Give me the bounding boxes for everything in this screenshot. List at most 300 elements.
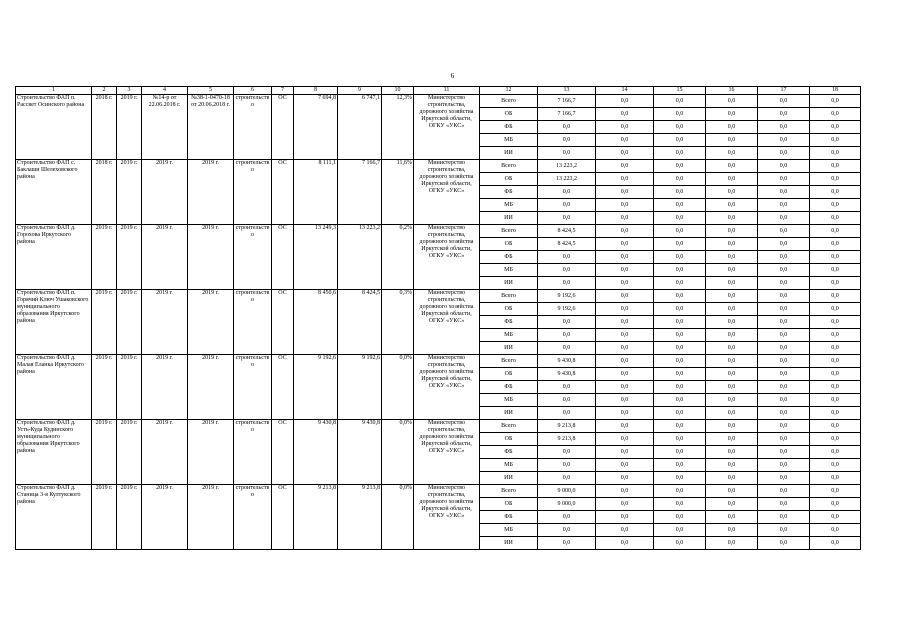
amount-cell: 0,0 — [706, 459, 758, 472]
amount-cell: 0,0 — [810, 433, 861, 446]
column-number-12: 12 — [480, 87, 538, 95]
expert-conclusion: 2019 г. — [188, 290, 234, 355]
amount-cell: 0,0 — [758, 225, 810, 238]
start-year: 2019 г. — [92, 225, 117, 290]
amount-cell: 0,0 — [810, 186, 861, 199]
estimated-cost: 8 450,6 — [294, 290, 338, 355]
design-doc: 2019 г. — [142, 420, 188, 485]
start-year: 2019 г. — [92, 420, 117, 485]
column-number-15: 15 — [654, 87, 706, 95]
amount-cell: 0,0 — [654, 368, 706, 381]
expert-conclusion: 2019 г. — [188, 225, 234, 290]
amount-cell: 0,0 — [706, 407, 758, 420]
cost-value: 9 192,6 — [338, 355, 382, 420]
amount-cell: 0,0 — [596, 381, 654, 394]
start-year: 2019 г. — [92, 290, 117, 355]
amount-cell: 0,0 — [538, 511, 596, 524]
design-doc: 2019 г. — [142, 355, 188, 420]
amount-cell: 0,0 — [538, 277, 596, 290]
project-name: Строительство ФАП д. Горохова Иркутского района — [16, 225, 92, 290]
column-number-16: 16 — [706, 87, 758, 95]
amount-cell: 0,0 — [810, 251, 861, 264]
responsible-org: Министерство строительства, дорожного хозяйства Иркутской области, ОГКУ «УКС» — [414, 420, 480, 485]
amount-cell: 0,0 — [596, 394, 654, 407]
amount-cell: 0,0 — [706, 381, 758, 394]
end-year: 2019 г. — [117, 160, 142, 225]
os-code: ОС — [272, 225, 294, 290]
column-number-2: 2 — [92, 87, 117, 95]
table-row — [16, 355, 861, 368]
amount-cell: 0,0 — [596, 173, 654, 186]
percent: 0,2% — [382, 225, 414, 290]
amount-cell: 0,0 — [538, 186, 596, 199]
amount-cell: 9 430,8 — [538, 355, 596, 368]
percent: 0,0% — [382, 485, 414, 550]
amount-cell: 0,0 — [810, 394, 861, 407]
amount-cell: 0,0 — [706, 329, 758, 342]
amount-cell: 0,0 — [758, 212, 810, 225]
amount-cell: 0,0 — [810, 472, 861, 485]
amount-cell: 0,0 — [810, 95, 861, 108]
amount-cell: 0,0 — [810, 225, 861, 238]
amount-cell: 0,0 — [706, 368, 758, 381]
os-code: ОС — [272, 290, 294, 355]
amount-cell: 0,0 — [654, 342, 706, 355]
amount-cell: 0,0 — [758, 199, 810, 212]
amount-cell: 0,0 — [538, 381, 596, 394]
end-year: 2019 г. — [117, 420, 142, 485]
funding-source: МБ — [480, 199, 538, 212]
amount-cell: 0,0 — [706, 238, 758, 251]
page-number: 6 — [450, 72, 455, 80]
os-code: ОС — [272, 420, 294, 485]
amount-cell: 0,0 — [596, 433, 654, 446]
design-doc: №14-р от 22.06.2018 г. — [142, 95, 188, 160]
column-number-14: 14 — [596, 87, 654, 95]
amount-cell: 0,0 — [706, 108, 758, 121]
amount-cell: 7 166,7 — [538, 95, 596, 108]
estimated-cost: 9 192,6 — [294, 355, 338, 420]
end-year: 2019 г. — [117, 95, 142, 160]
funding-source: Всего — [480, 485, 538, 498]
expert-conclusion: 2019 г. — [188, 485, 234, 550]
amount-cell: 9 000,0 — [538, 485, 596, 498]
amount-cell: 0,0 — [654, 186, 706, 199]
estimated-cost: 13 249,3 — [294, 225, 338, 290]
amount-cell: 0,0 — [758, 95, 810, 108]
amount-cell: 0,0 — [706, 147, 758, 160]
amount-cell: 0,0 — [538, 524, 596, 537]
percent: 0,0% — [382, 355, 414, 420]
end-year: 2019 г. — [117, 225, 142, 290]
amount-cell: 0,0 — [596, 472, 654, 485]
amount-cell: 0,0 — [810, 524, 861, 537]
funding-source: Всего — [480, 160, 538, 173]
amount-cell: 0,0 — [596, 225, 654, 238]
amount-cell: 0,0 — [810, 459, 861, 472]
amount-cell: 0,0 — [758, 108, 810, 121]
percent: 0,0% — [382, 420, 414, 485]
amount-cell: 0,0 — [654, 524, 706, 537]
amount-cell: 0,0 — [596, 290, 654, 303]
amount-cell: 0,0 — [758, 524, 810, 537]
amount-cell: 0,0 — [810, 342, 861, 355]
amount-cell: 9 192,6 — [538, 303, 596, 316]
amount-cell: 0,0 — [758, 498, 810, 511]
amount-cell: 0,0 — [596, 199, 654, 212]
funding-source: ОБ — [480, 368, 538, 381]
funding-source: МБ — [480, 394, 538, 407]
amount-cell: 0,0 — [706, 121, 758, 134]
amount-cell: 0,0 — [654, 472, 706, 485]
amount-cell: 0,0 — [596, 420, 654, 433]
amount-cell: 0,0 — [654, 420, 706, 433]
funding-source: ОБ — [480, 173, 538, 186]
end-year: 2019 г. — [117, 355, 142, 420]
funding-source: ФБ — [480, 251, 538, 264]
amount-cell: 0,0 — [758, 303, 810, 316]
os-code: ОС — [272, 485, 294, 550]
column-number-row — [16, 87, 861, 95]
expert-conclusion: №38-1-0470-18 от 20.06.2018 г. — [188, 95, 234, 160]
amount-cell: 0,0 — [654, 225, 706, 238]
amount-cell: 0,0 — [538, 394, 596, 407]
amount-cell: 0,0 — [596, 95, 654, 108]
table-row — [16, 160, 861, 173]
table-row — [16, 95, 861, 108]
amount-cell: 0,0 — [706, 355, 758, 368]
amount-cell: 0,0 — [758, 368, 810, 381]
amount-cell: 0,0 — [654, 95, 706, 108]
amount-cell: 0,0 — [538, 446, 596, 459]
amount-cell: 0,0 — [596, 316, 654, 329]
amount-cell: 0,0 — [654, 446, 706, 459]
os-code: ОС — [272, 95, 294, 160]
amount-cell: 0,0 — [654, 394, 706, 407]
amount-cell: 0,0 — [596, 537, 654, 550]
os-code: ОС — [272, 160, 294, 225]
amount-cell: 0,0 — [758, 160, 810, 173]
amount-cell: 0,0 — [654, 498, 706, 511]
amount-cell: 0,0 — [596, 212, 654, 225]
amount-cell: 0,0 — [810, 290, 861, 303]
design-doc: 2019 г. — [142, 160, 188, 225]
amount-cell: 0,0 — [706, 472, 758, 485]
amount-cell: 0,0 — [654, 251, 706, 264]
amount-cell: 0,0 — [596, 264, 654, 277]
amount-cell: 0,0 — [706, 433, 758, 446]
amount-cell: 0,0 — [596, 459, 654, 472]
table-row — [16, 420, 861, 433]
project-table — [15, 86, 861, 550]
estimated-cost: 9 430,8 — [294, 420, 338, 485]
amount-cell: 0,0 — [810, 368, 861, 381]
table-row — [16, 290, 861, 303]
amount-cell: 0,0 — [596, 238, 654, 251]
amount-cell: 0,0 — [596, 121, 654, 134]
column-number-7: 7 — [272, 87, 294, 95]
amount-cell: 0,0 — [810, 238, 861, 251]
amount-cell: 0,0 — [758, 238, 810, 251]
cost-value: 8 424,5 — [338, 290, 382, 355]
column-number-1: 1 — [16, 87, 92, 95]
amount-cell: 0,0 — [810, 329, 861, 342]
amount-cell: 0,0 — [596, 485, 654, 498]
funding-source: ФБ — [480, 186, 538, 199]
amount-cell: 0,0 — [706, 524, 758, 537]
amount-cell: 0,0 — [538, 199, 596, 212]
percent: 0,3% — [382, 290, 414, 355]
amount-cell: 8 424,5 — [538, 225, 596, 238]
amount-cell: 0,0 — [810, 446, 861, 459]
column-number-8: 8 — [294, 87, 338, 95]
amount-cell: 0,0 — [810, 199, 861, 212]
amount-cell: 0,0 — [654, 121, 706, 134]
amount-cell: 0,0 — [654, 329, 706, 342]
amount-cell: 0,0 — [706, 277, 758, 290]
amount-cell: 0,0 — [654, 537, 706, 550]
amount-cell: 0,0 — [538, 251, 596, 264]
amount-cell: 0,0 — [654, 277, 706, 290]
project-name: Строительство ФАП п. Рассвет Осинского района — [16, 95, 92, 160]
amount-cell: 0,0 — [810, 407, 861, 420]
work-type: строительство — [234, 160, 272, 225]
amount-cell: 0,0 — [758, 134, 810, 147]
funding-source: ОБ — [480, 303, 538, 316]
amount-cell: 0,0 — [654, 355, 706, 368]
responsible-org: Министерство строительства, дорожного хозяйства Иркутской области, ОГКУ «УКС» — [414, 355, 480, 420]
amount-cell: 9 000,0 — [538, 498, 596, 511]
funding-source: ИИ — [480, 147, 538, 160]
amount-cell: 9 192,6 — [538, 290, 596, 303]
amount-cell: 0,0 — [810, 134, 861, 147]
funding-source: ФБ — [480, 381, 538, 394]
responsible-org: Министерство строительства, дорожного хозяйства Иркутской области, ОГКУ «УКС» — [414, 485, 480, 550]
project-name: Строительство ФАП с. Баклаши Шелеховского района — [16, 160, 92, 225]
start-year: 2018 г. — [92, 160, 117, 225]
amount-cell: 0,0 — [706, 511, 758, 524]
amount-cell: 0,0 — [810, 381, 861, 394]
responsible-org: Министерство строительства, дорожного хозяйства Иркутской области, ОГКУ «УКС» — [414, 95, 480, 160]
funding-source: Всего — [480, 225, 538, 238]
amount-cell: 0,0 — [810, 537, 861, 550]
amount-cell: 0,0 — [654, 316, 706, 329]
amount-cell: 0,0 — [810, 108, 861, 121]
funding-source: МБ — [480, 459, 538, 472]
amount-cell: 0,0 — [758, 316, 810, 329]
amount-cell: 13 223,2 — [538, 160, 596, 173]
funding-source: МБ — [480, 134, 538, 147]
amount-cell: 0,0 — [654, 108, 706, 121]
funding-source: ИИ — [480, 212, 538, 225]
amount-cell: 0,0 — [596, 160, 654, 173]
amount-cell: 9 213,8 — [538, 420, 596, 433]
amount-cell: 0,0 — [758, 420, 810, 433]
amount-cell: 0,0 — [706, 95, 758, 108]
percent: 11,6% — [382, 160, 414, 225]
funding-source: Всего — [480, 355, 538, 368]
start-year: 2019 г. — [92, 485, 117, 550]
amount-cell: 0,0 — [706, 264, 758, 277]
amount-cell: 0,0 — [654, 290, 706, 303]
amount-cell: 0,0 — [706, 186, 758, 199]
funding-source: Всего — [480, 290, 538, 303]
amount-cell: 0,0 — [758, 537, 810, 550]
amount-cell: 0,0 — [758, 121, 810, 134]
amount-cell: 0,0 — [706, 316, 758, 329]
funding-source: ФБ — [480, 446, 538, 459]
cost-value: 13 223,2 — [338, 225, 382, 290]
amount-cell: 0,0 — [810, 485, 861, 498]
responsible-org: Министерство строительства, дорожного хозяйства Иркутской области, ОГКУ «УКС» — [414, 290, 480, 355]
funding-source: Всего — [480, 420, 538, 433]
amount-cell: 0,0 — [758, 433, 810, 446]
funding-source: ФБ — [480, 316, 538, 329]
start-year: 2019 г. — [92, 355, 117, 420]
amount-cell: 0,0 — [758, 511, 810, 524]
amount-cell: 0,0 — [538, 316, 596, 329]
column-number-13: 13 — [538, 87, 596, 95]
amount-cell: 0,0 — [758, 407, 810, 420]
amount-cell: 9 213,8 — [538, 433, 596, 446]
amount-cell: 0,0 — [810, 511, 861, 524]
amount-cell: 0,0 — [596, 511, 654, 524]
expert-conclusion: 2019 г. — [188, 355, 234, 420]
amount-cell: 0,0 — [596, 108, 654, 121]
amount-cell: 0,0 — [538, 472, 596, 485]
amount-cell: 0,0 — [758, 472, 810, 485]
funding-source: ОБ — [480, 238, 538, 251]
funding-source: ФБ — [480, 511, 538, 524]
amount-cell: 0,0 — [810, 277, 861, 290]
amount-cell: 0,0 — [810, 420, 861, 433]
funding-source: ИИ — [480, 277, 538, 290]
work-type: строительство — [234, 355, 272, 420]
amount-cell: 0,0 — [706, 485, 758, 498]
amount-cell: 0,0 — [654, 212, 706, 225]
estimated-cost: 9 213,8 — [294, 485, 338, 550]
funding-source: ФБ — [480, 121, 538, 134]
amount-cell: 0,0 — [538, 121, 596, 134]
design-doc: 2019 г. — [142, 485, 188, 550]
amount-cell: 0,0 — [596, 251, 654, 264]
cost-value: 9 213,8 — [338, 485, 382, 550]
estimated-cost: 7 694,8 — [294, 95, 338, 160]
amount-cell: 0,0 — [758, 173, 810, 186]
funding-source: МБ — [480, 329, 538, 342]
amount-cell: 8 424,5 — [538, 238, 596, 251]
table-row — [16, 225, 861, 238]
amount-cell: 0,0 — [706, 160, 758, 173]
design-doc: 2019 г. — [142, 290, 188, 355]
column-number-3: 3 — [117, 87, 142, 95]
end-year: 2019 г. — [117, 485, 142, 550]
amount-cell: 0,0 — [654, 173, 706, 186]
amount-cell: 0,0 — [758, 277, 810, 290]
amount-cell: 0,0 — [596, 147, 654, 160]
amount-cell: 0,0 — [758, 147, 810, 160]
amount-cell: 0,0 — [596, 134, 654, 147]
column-number-18: 18 — [810, 87, 861, 95]
amount-cell: 0,0 — [538, 134, 596, 147]
amount-cell: 0,0 — [758, 251, 810, 264]
amount-cell: 0,0 — [654, 147, 706, 160]
amount-cell: 0,0 — [538, 537, 596, 550]
amount-cell: 0,0 — [596, 186, 654, 199]
amount-cell: 0,0 — [706, 342, 758, 355]
amount-cell: 7 166,7 — [538, 108, 596, 121]
amount-cell: 0,0 — [596, 498, 654, 511]
amount-cell: 0,0 — [758, 394, 810, 407]
amount-cell: 0,0 — [538, 342, 596, 355]
amount-cell: 0,0 — [654, 381, 706, 394]
amount-cell: 0,0 — [758, 355, 810, 368]
work-type: строительство — [234, 95, 272, 160]
amount-cell: 0,0 — [654, 199, 706, 212]
amount-cell: 0,0 — [810, 316, 861, 329]
amount-cell: 0,0 — [654, 264, 706, 277]
amount-cell: 0,0 — [654, 433, 706, 446]
amount-cell: 0,0 — [706, 173, 758, 186]
funding-source: ОБ — [480, 433, 538, 446]
amount-cell: 0,0 — [654, 160, 706, 173]
funding-source: Всего — [480, 95, 538, 108]
amount-cell: 0,0 — [538, 407, 596, 420]
column-number-4: 4 — [142, 87, 188, 95]
estimated-cost: 8 111,1 — [294, 160, 338, 225]
amount-cell: 0,0 — [538, 459, 596, 472]
start-year: 2018 г. — [92, 95, 117, 160]
amount-cell: 0,0 — [596, 329, 654, 342]
amount-cell: 0,0 — [706, 290, 758, 303]
expert-conclusion: 2019 г. — [188, 160, 234, 225]
funding-source: ИИ — [480, 537, 538, 550]
amount-cell: 0,0 — [810, 173, 861, 186]
amount-cell: 0,0 — [538, 329, 596, 342]
funding-source: ОБ — [480, 108, 538, 121]
column-number-10: 10 — [382, 87, 414, 95]
funding-source: ИИ — [480, 407, 538, 420]
column-number-9: 9 — [338, 87, 382, 95]
amount-cell: 0,0 — [810, 355, 861, 368]
amount-cell: 0,0 — [654, 485, 706, 498]
amount-cell: 0,0 — [706, 134, 758, 147]
amount-cell: 0,0 — [810, 160, 861, 173]
amount-cell: 0,0 — [810, 147, 861, 160]
amount-cell: 0,0 — [596, 277, 654, 290]
amount-cell: 0,0 — [596, 446, 654, 459]
amount-cell: 0,0 — [654, 238, 706, 251]
work-type: строительство — [234, 290, 272, 355]
amount-cell: 0,0 — [596, 355, 654, 368]
table-row — [16, 485, 861, 498]
design-doc: 2019 г. — [142, 225, 188, 290]
amount-cell: 0,0 — [758, 264, 810, 277]
os-code: ОС — [272, 355, 294, 420]
amount-cell: 0,0 — [596, 524, 654, 537]
responsible-org: Министерство строительства, дорожного хозяйства Иркутской области, ОГКУ «УКС» — [414, 160, 480, 225]
amount-cell: 0,0 — [758, 342, 810, 355]
work-type: строительство — [234, 225, 272, 290]
funding-source: МБ — [480, 524, 538, 537]
amount-cell: 0,0 — [596, 303, 654, 316]
percent: 12,3% — [382, 95, 414, 160]
amount-cell: 0,0 — [810, 303, 861, 316]
column-number-6: 6 — [234, 87, 272, 95]
amount-cell: 0,0 — [810, 121, 861, 134]
funding-source: ИИ — [480, 472, 538, 485]
amount-cell: 0,0 — [654, 459, 706, 472]
